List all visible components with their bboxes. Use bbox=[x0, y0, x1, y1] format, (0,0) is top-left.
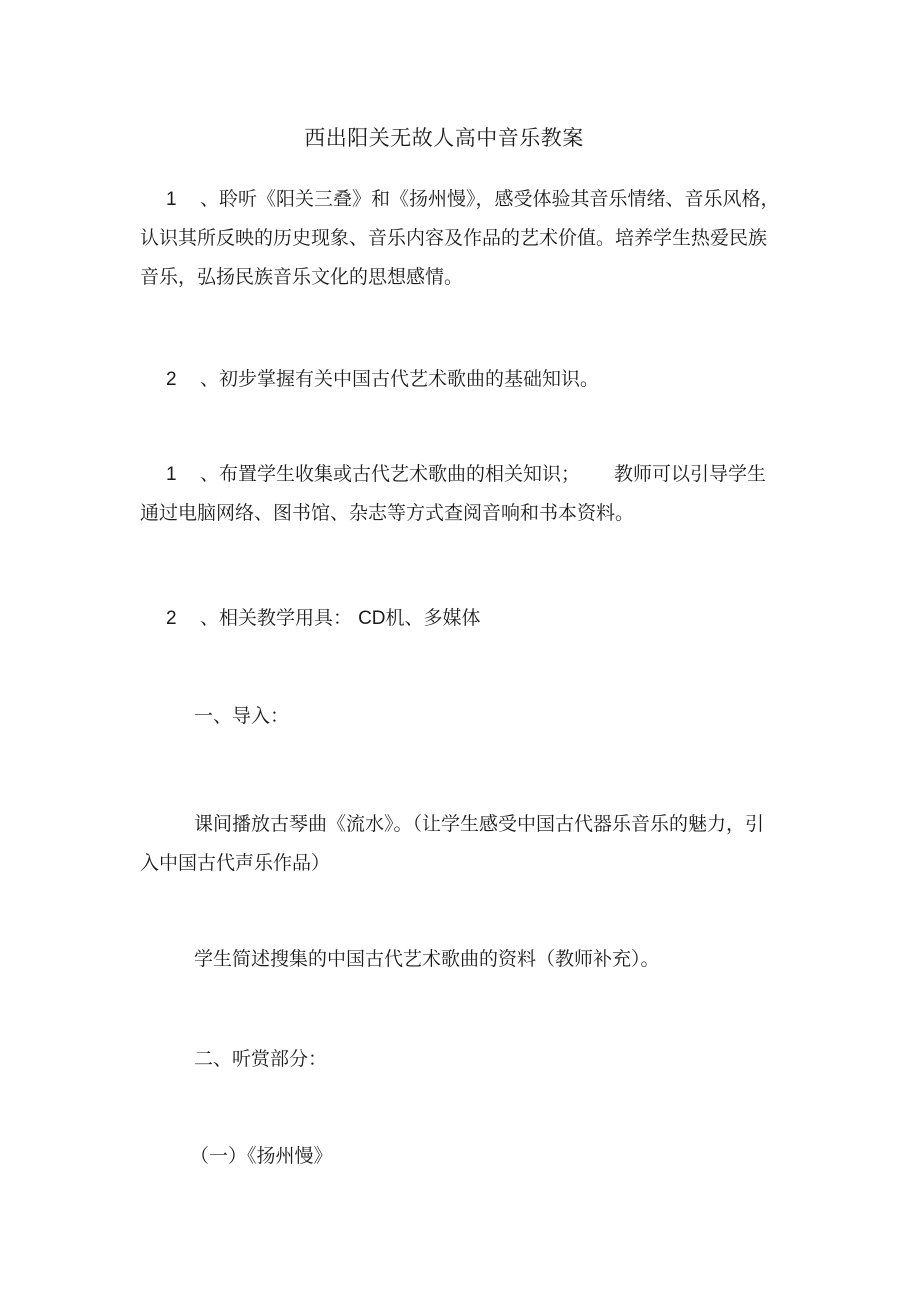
paragraph-text: 、初步掌握有关中国古代艺术歌曲的基础知识。 bbox=[200, 368, 600, 390]
cd-label: CD bbox=[358, 608, 386, 629]
prep-paragraph-2 bbox=[140, 599, 780, 638]
intro-paragraph bbox=[140, 805, 780, 883]
item-number: 1 bbox=[166, 189, 177, 210]
paragraph-text: 课间播放古琴曲《流水》。（让学生感受中国古代器乐音乐的魅力，引入中国古代声乐作品） bbox=[140, 813, 765, 874]
paragraph-text: 、布置学生收集或古代艺术歌曲的相关知识； bbox=[200, 463, 581, 485]
paragraph-text-continued: 机、多媒体 bbox=[385, 607, 481, 629]
objective-paragraph-1 bbox=[140, 180, 780, 297]
item-number: 2 bbox=[166, 608, 177, 629]
objective-paragraph-2 bbox=[140, 360, 780, 399]
students-paragraph: 学生简述搜集的中国古代艺术歌曲的资料（教师补充）。 bbox=[194, 948, 660, 970]
subsection-heading-yangzhouman: （一）《扬州慢》 bbox=[190, 1145, 333, 1167]
paragraph-text-continued: 教师可以引导学生通过电脑网络、图书馆、杂志等方式查阅音响和书本资料。 bbox=[140, 463, 767, 524]
prep-paragraph-1 bbox=[140, 455, 770, 533]
paragraph-text: 、相关教学用具： bbox=[200, 607, 353, 629]
document-title: 西出阳关无故人高中音乐教案 bbox=[304, 126, 584, 150]
item-number: 2 bbox=[166, 369, 177, 390]
paragraph-text: 、聆听《阳关三叠》和《扬州慢》，感受体验其音乐情绪、音乐风格，认识其所反映的历史现象、音乐内容及作品的艺术价值。培养学生热爱民族音乐，弘扬民族音乐文化的思想感情。 bbox=[140, 188, 780, 288]
section-heading-listening: 二、听赏部分： bbox=[194, 1048, 328, 1070]
section-heading-intro: 一、导入： bbox=[194, 705, 290, 727]
item-number: 1 bbox=[166, 464, 177, 485]
